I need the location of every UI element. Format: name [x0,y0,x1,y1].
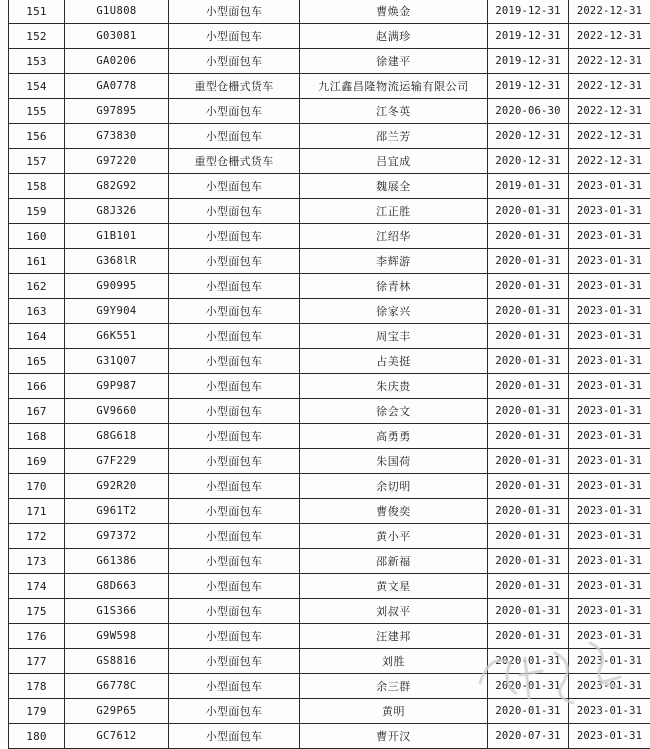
cell-vehicle-type: 小型面包车 [169,624,300,649]
cell-start-date: 2020-01-31 [488,649,569,674]
table-row [9,399,650,424]
cell-vehicle-type: 小型面包车 [169,224,300,249]
cell-start-date: 2020-01-31 [488,249,569,274]
cell-plate: G8D663 [65,574,169,599]
cell-number: 173 [9,549,65,574]
cell-vehicle-type: 小型面包车 [169,574,300,599]
cell-end-date: 2023-01-31 [569,699,650,724]
cell-number: 166 [9,374,65,399]
cell-owner: 曹焕金 [300,0,488,24]
cell-number: 153 [9,49,65,74]
cell-vehicle-type: 小型面包车 [169,324,300,349]
cell-plate: G97372 [65,524,169,549]
cell-owner: 汪建邦 [300,624,488,649]
cell-vehicle-type: 小型面包车 [169,99,300,124]
table-row [9,549,650,574]
cell-start-date: 2020-01-31 [488,199,569,224]
cell-end-date: 2022-12-31 [569,149,650,174]
cell-plate: G97895 [65,99,169,124]
cell-plate: G1U808 [65,0,169,24]
cell-end-date: 2023-01-31 [569,574,650,599]
cell-end-date: 2023-01-31 [569,474,650,499]
cell-plate: G90995 [65,274,169,299]
cell-start-date: 2020-01-31 [488,599,569,624]
cell-owner: 高勇勇 [300,424,488,449]
table-row [9,449,650,474]
cell-vehicle-type: 小型面包车 [169,349,300,374]
cell-vehicle-type: 小型面包车 [169,199,300,224]
cell-vehicle-type: 小型面包车 [169,449,300,474]
cell-start-date: 2020-07-31 [488,724,569,749]
cell-plate: G82G92 [65,174,169,199]
cell-end-date: 2023-01-31 [569,374,650,399]
cell-number: 164 [9,324,65,349]
cell-plate: GS8816 [65,649,169,674]
cell-owner: 江绍华 [300,224,488,249]
table-row [9,124,650,149]
table-row [9,599,650,624]
cell-end-date: 2023-01-31 [569,624,650,649]
cell-end-date: 2022-12-31 [569,0,650,24]
cell-number: 154 [9,74,65,99]
cell-owner: 黄文星 [300,574,488,599]
cell-vehicle-type: 小型面包车 [169,174,300,199]
table-row [9,224,650,249]
cell-vehicle-type: 小型面包车 [169,549,300,574]
cell-end-date: 2022-12-31 [569,49,650,74]
cell-owner: 李辉游 [300,249,488,274]
cell-owner: 曹俊奕 [300,499,488,524]
cell-plate: G29P65 [65,699,169,724]
cell-owner: 徐家兴 [300,299,488,324]
cell-end-date: 2022-12-31 [569,24,650,49]
table-row [9,249,650,274]
cell-plate: GA0778 [65,74,169,99]
cell-number: 156 [9,124,65,149]
cell-vehicle-type: 重型仓栅式货车 [169,74,300,99]
cell-plate: G7F229 [65,449,169,474]
cell-number: 158 [9,174,65,199]
cell-vehicle-type: 小型面包车 [169,0,300,24]
cell-number: 178 [9,674,65,699]
cell-vehicle-type: 小型面包车 [169,399,300,424]
cell-start-date: 2020-01-31 [488,424,569,449]
cell-owner: 徐建平 [300,49,488,74]
cell-number: 165 [9,349,65,374]
table-row [9,699,650,724]
vehicle-registry-table [8,0,650,749]
cell-end-date: 2023-01-31 [569,599,650,624]
cell-number: 160 [9,224,65,249]
cell-number: 175 [9,599,65,624]
cell-owner: 吕宜成 [300,149,488,174]
cell-end-date: 2023-01-31 [569,299,650,324]
cell-start-date: 2020-01-31 [488,274,569,299]
table-row [9,199,650,224]
cell-number: 162 [9,274,65,299]
cell-plate: GA0206 [65,49,169,74]
cell-owner: 邵兰芳 [300,124,488,149]
cell-start-date: 2020-01-31 [488,524,569,549]
table-row [9,724,650,749]
table-row [9,524,650,549]
cell-plate: G9Y904 [65,299,169,324]
cell-end-date: 2022-12-31 [569,74,650,99]
cell-end-date: 2023-01-31 [569,424,650,449]
cell-start-date: 2019-12-31 [488,0,569,24]
cell-owner: 刘胜 [300,649,488,674]
cell-vehicle-type: 小型面包车 [169,374,300,399]
cell-owner: 周宝丰 [300,324,488,349]
cell-owner: 黄小平 [300,524,488,549]
cell-vehicle-type: 小型面包车 [169,299,300,324]
cell-start-date: 2020-01-31 [488,299,569,324]
table-row [9,274,650,299]
cell-end-date: 2022-12-31 [569,124,650,149]
cell-number: 168 [9,424,65,449]
cell-start-date: 2020-01-31 [488,224,569,249]
cell-end-date: 2023-01-31 [569,524,650,549]
cell-plate: G9W598 [65,624,169,649]
cell-owner: 曹开汉 [300,724,488,749]
cell-start-date: 2019-12-31 [488,24,569,49]
table-row [9,674,650,699]
cell-start-date: 2020-01-31 [488,699,569,724]
cell-number: 152 [9,24,65,49]
cell-number: 176 [9,624,65,649]
cell-number: 163 [9,299,65,324]
cell-vehicle-type: 小型面包车 [169,524,300,549]
table-row [9,99,650,124]
cell-owner: 朱庆贵 [300,374,488,399]
cell-owner: 刘叔平 [300,599,488,624]
cell-plate: G92R20 [65,474,169,499]
cell-plate: G73830 [65,124,169,149]
cell-owner: 余切明 [300,474,488,499]
cell-end-date: 2023-01-31 [569,549,650,574]
cell-vehicle-type: 小型面包车 [169,49,300,74]
table-row [9,424,650,449]
cell-start-date: 2019-12-31 [488,49,569,74]
cell-vehicle-type: 小型面包车 [169,649,300,674]
cell-start-date: 2020-01-31 [488,499,569,524]
table-row [9,474,650,499]
cell-start-date: 2020-01-31 [488,449,569,474]
cell-plate: G6K551 [65,324,169,349]
cell-number: 170 [9,474,65,499]
cell-owner: 邵新福 [300,549,488,574]
cell-start-date: 2020-01-31 [488,474,569,499]
cell-start-date: 2020-12-31 [488,124,569,149]
cell-owner: 朱国荷 [300,449,488,474]
cell-number: 180 [9,724,65,749]
cell-vehicle-type: 小型面包车 [169,274,300,299]
cell-vehicle-type: 小型面包车 [169,674,300,699]
cell-number: 155 [9,99,65,124]
table-row [9,574,650,599]
cell-owner: 江正胜 [300,199,488,224]
cell-plate: G6778C [65,674,169,699]
cell-start-date: 2020-01-31 [488,674,569,699]
cell-end-date: 2023-01-31 [569,174,650,199]
cell-plate: G8G618 [65,424,169,449]
cell-owner: 江冬英 [300,99,488,124]
cell-start-date: 2020-01-31 [488,624,569,649]
cell-start-date: 2020-01-31 [488,399,569,424]
cell-vehicle-type: 小型面包车 [169,249,300,274]
cell-number: 172 [9,524,65,549]
cell-owner: 赵满珍 [300,24,488,49]
cell-number: 167 [9,399,65,424]
cell-plate: G1S366 [65,599,169,624]
table-row [9,624,650,649]
cell-end-date: 2023-01-31 [569,324,650,349]
cell-end-date: 2023-01-31 [569,449,650,474]
cell-end-date: 2023-01-31 [569,724,650,749]
cell-owner: 余三群 [300,674,488,699]
cell-start-date: 2020-01-31 [488,349,569,374]
table-row [9,149,650,174]
cell-end-date: 2023-01-31 [569,224,650,249]
table-row [9,299,650,324]
cell-end-date: 2023-01-31 [569,649,650,674]
cell-plate: G97220 [65,149,169,174]
cell-owner: 占美挺 [300,349,488,374]
cell-plate: GV9660 [65,399,169,424]
cell-end-date: 2022-12-31 [569,99,650,124]
table-row [9,0,650,24]
cell-vehicle-type: 重型仓栅式货车 [169,149,300,174]
cell-start-date: 2020-01-31 [488,324,569,349]
table-body [9,0,650,749]
cell-vehicle-type: 小型面包车 [169,599,300,624]
cell-vehicle-type: 小型面包车 [169,24,300,49]
cell-number: 159 [9,199,65,224]
table-row [9,74,650,99]
cell-end-date: 2023-01-31 [569,274,650,299]
table-row [9,49,650,74]
cell-plate: G961T2 [65,499,169,524]
cell-owner: 徐青林 [300,274,488,299]
cell-vehicle-type: 小型面包车 [169,699,300,724]
cell-number: 174 [9,574,65,599]
cell-number: 171 [9,499,65,524]
cell-plate: GC7612 [65,724,169,749]
cell-owner: 徐会文 [300,399,488,424]
cell-start-date: 2019-01-31 [488,174,569,199]
cell-end-date: 2023-01-31 [569,399,650,424]
cell-plate: G61386 [65,549,169,574]
cell-end-date: 2023-01-31 [569,199,650,224]
cell-plate: G31Q07 [65,349,169,374]
cell-number: 157 [9,149,65,174]
cell-start-date: 2020-01-31 [488,374,569,399]
table-row [9,174,650,199]
table-row [9,649,650,674]
cell-plate: G03081 [65,24,169,49]
cell-end-date: 2023-01-31 [569,499,650,524]
table-row [9,374,650,399]
cell-owner: 黄明 [300,699,488,724]
cell-number: 151 [9,0,65,24]
cell-vehicle-type: 小型面包车 [169,474,300,499]
cell-end-date: 2023-01-31 [569,349,650,374]
cell-end-date: 2023-01-31 [569,674,650,699]
cell-start-date: 2019-12-31 [488,74,569,99]
cell-vehicle-type: 小型面包车 [169,724,300,749]
cell-plate: G8J326 [65,199,169,224]
cell-plate: G1B101 [65,224,169,249]
table-row [9,499,650,524]
cell-vehicle-type: 小型面包车 [169,124,300,149]
cell-start-date: 2020-01-31 [488,549,569,574]
cell-start-date: 2020-01-31 [488,574,569,599]
cell-start-date: 2020-06-30 [488,99,569,124]
cell-number: 161 [9,249,65,274]
cell-owner: 魏展全 [300,174,488,199]
cell-plate: G9P987 [65,374,169,399]
cell-start-date: 2020-12-31 [488,149,569,174]
cell-number: 177 [9,649,65,674]
cell-vehicle-type: 小型面包车 [169,499,300,524]
cell-vehicle-type: 小型面包车 [169,424,300,449]
table-row [9,324,650,349]
cell-end-date: 2023-01-31 [569,249,650,274]
cell-plate: G368lR [65,249,169,274]
table-row [9,24,650,49]
cell-number: 179 [9,699,65,724]
table-row [9,349,650,374]
cell-owner: 九江鑫昌隆物流运输有限公司 [300,74,488,99]
cell-number: 169 [9,449,65,474]
